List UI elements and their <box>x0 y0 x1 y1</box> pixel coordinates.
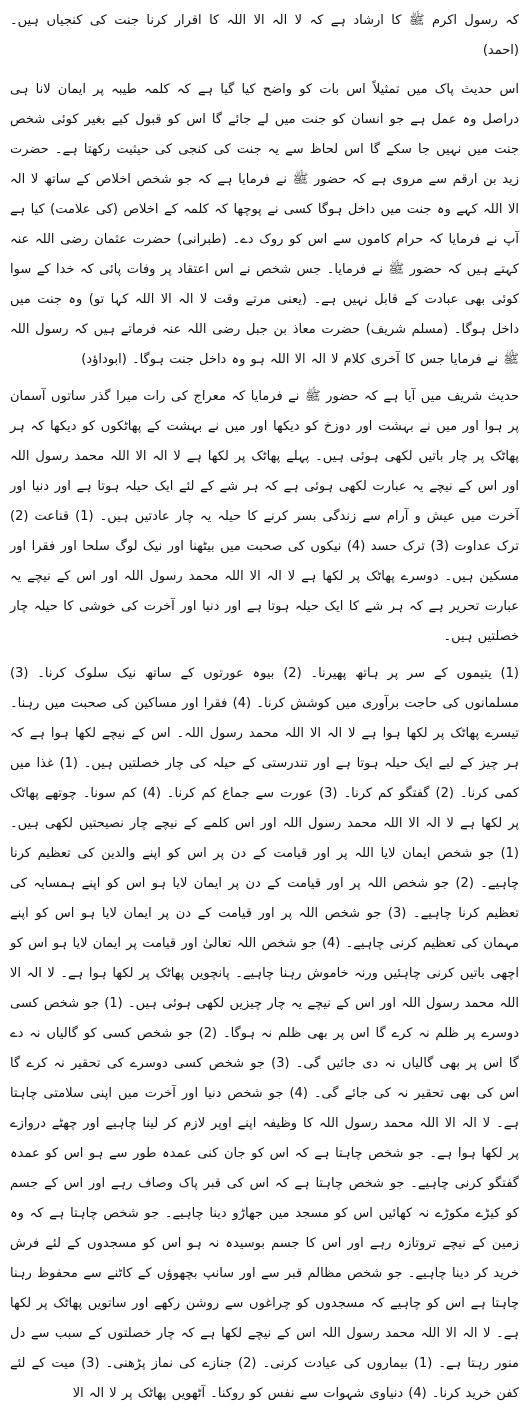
paragraph-kalima-explanation: اس حدیث پاک میں تمثیلاً اس بات کو واضح کیا گیا ہے کہ کلمہ طیبہ پر ایمان لانا ہی دراصل وہ عمل ہے جو انسان کو جنت میں لے جائے گا اس کو قبول کیے بغیر کوئی شخص جنت میں نہیں جا سکے گا اس لحاظ سے یہ جنت کی کنجی کی حیثیت رکھتا ہے۔ حضرت زید بن ارقم سے مروی ہے کہ حضور ﷺ نے فرمایا ہے کہ جو شخص اخلاص کے ساتھ لا الہ الا اللہ کہے وہ جنت میں داخل ہوگا کسی نے پوچھا کہ کلمہ کے اخلاص (کی علامت) کیا ہے آپ نے فرمایا کہ حرام کاموں سے اس کو روک دے۔ (طبرانی) حضرت عثمان رضی اللہ عنہ کہتے ہیں کہ حضور ﷺ نے فرمایا۔ جس شخص نے اس اعتقاد پر وفات پائی کہ خدا کے سوا کوئی بھی عبادت کے قابل نہیں ہے۔ (یعنی مرتے وقت لا الہ الا اللہ کہا تو) وہ جنت میں داخل ہوگا۔ (مسلم شریف) حضرت معاذ بن جبل رضی اللہ عنہ فرماتے ہیں کہ رسول اللہ ﷺ نے فرمایا جس کا آخری کلام لا الہ الا اللہ ہو وہ داخل جنت ہوگا۔ (ابوداؤد) <box>4 82 519 367</box>
paragraph-gate-virtues: (1) یتیموں کے سر پر ہاتھ پھیرنا۔ (2) بیوہ عورتوں کے ساتھ نیک سلوک کرنا۔ (3) مسلمانوں کی حاجت برآوری میں کوشش کرنا۔ (4) فقرا اور مساکین کی صحبت میں رہنا۔ تیسرے پھاٹک پر لکھا ہوا ہے لا الہ الا اللہ محمد رسول اللہ۔ اس کے نیچے لکھا ہوا ہے کہ ہر چیز کے لیے ایک حیلہ ہوتا ہے اور تندرستی کے حیلہ کی چار خصلتیں ہیں۔ (1) غذا میں کمی کرنا۔ (2) گفتگو کم کرنا۔ (3) عورت سے جماع کم کرنا۔ (4) کم سونا۔ چوتھے پھاٹک پر لکھا ہے لا الہ الا اللہ محمد رسول اللہ اور اس کلمے کے نیچے چار نصیحتیں لکھی ہیں۔ (1) جو شخص ایمان لایا اللہ پر اور قیامت کے دن پر اس کو اپنے والدین کی تعظیم کرنا چاہیے۔ (2) جو شخص اللہ پر اور قیامت کے دن پر ایمان لایا ہو اس کو اپنے ہمسایہ کی تعظیم کرنا چاہیے۔ (3) جو شخص اللہ پر اور قیامت کے دن پر ایمان لایا ہو اس کو اپنے مہمان کی تعظیم کرنی چاہیے۔ (4) جو شخص اللہ تعالیٰ اور قیامت پر ایمان لایا ہو اس کو اچھی باتیں کرنی چاہئیں ورنہ خاموش رہنا چاہیے۔ پانچویں پھاٹک پر لکھا ہوا ہے۔ لا الہ الا اللہ محمد رسول اللہ اور اس کے نیچے یہ چار چیزیں لکھی ہوئی ہیں۔ (1) جو شخص کسی دوسرے پر ظلم نہ کرے گا اس پر بھی ظلم نہ ہوگا۔ (2) جو شخص کسی کو گالیاں نہ دے گا اس پر بھی گالیاں نہ دی جائیں گی۔ (3) جو شخص کسی دوسرے کی تحقیر نہ کرے گا اس کی بھی تحقیر نہ کی جائے گی۔ (4) جو شخص دنیا اور آخرت میں اپنی سلامتی چاہتا ہے۔ لا الہ الا اللہ محمد رسول اللہ کا وظیفہ اپنے اوپر لازم کر لینا چاہیے اور چھٹے دروازے پر لکھا ہوا ہے۔ جو شخص چاہتا ہے کہ اس کو جان کنی عمدہ طور سے ہو اس کو عمدہ گفتگو کرنی چاہیے۔ جو شخص چاہتا ہے کہ اس کی قبر پاک وصاف رہے اور اس کے جسم کو کیڑے مکوڑے نہ کھائیں اس کو مسجد میں جھاڑو دینا چاہیے۔ جو شخص چاہتا ہے کہ وہ زمین کے نیچے تروتازہ رہے اور اس کا جسم بوسیدہ نہ ہو اس کو مسجدوں کے لئے فرش خرید کر دینا چاہیے۔ جو شخص مظالم قبر سے اور سانپ بچھوؤں کے کاٹنے سے محفوظ رہنا چاہتا ہے اس کو چاہیے کہ مسجدوں کو چراغوں سے روشن رکھے اور ساتویں پھاٹک پر لکھا ہے۔ لا الہ الا اللہ محمد رسول اللہ اس کے نیچے لکھا ہے کہ چار خصلتوں کے سبب سے دل منور رہتا ہے۔ (1) بیماروں کی عیادت کرنی۔ (2) جنازے کی نماز پڑھنی۔ (3) میت کے لئے کفن خرید کرنا۔ (4) دنیاوی شہوات سے نفس کو روکنا۔ آٹھویں پھاٹک پر لا الہ الا <box>4 666 520 1401</box>
paragraph-miraj-gates: حدیث شریف میں آیا ہے کہ حضور ﷺ نے فرمایا کہ معراج کی رات میرا گذر ساتوں آسمان پر ہوا اور میں نے بہشت اور دوزخ کو دیکھا اور میں نے بہشت کے پھاٹکوں کو دیکھا کہ ہر پھاٹک پر چار باتیں لکھی ہوئی ہیں۔ پہلے پھاٹک پر لکھا ہے لا الہ الا اللہ محمد رسول اللہ اور اس کے نیچے یہ عبارت لکھی ہوئی ہے کہ ہر شے کے لئے ایک حیلہ ہوتا ہے اور دنیا اور آخرت میں عیش و آرام سے زندگی بسر کرنے کا حیلہ یہ چار عادتیں ہیں۔ (1) قناعت (2) ترک عداوت (3) ترک حسد (4) نیکوں کی صحبت میں بیٹھنا اور نیک لوگ سلحا اور فقرا اور مسکین ہیں۔ دوسرے پھاٹک پر لکھا ہے لا الہ الا اللہ محمد رسول اللہ اور اس کے نیچے یہ عبارت تحریر ہے کہ ہر شے کا ایک حیلہ ہوتا ہے اور دنیا اور آخرت کی خوشی کا حیلہ چار خصلتیں ہیں۔ <box>4 389 519 644</box>
paragraph-hadith-keys: کہ رسول اکرم ﷺ کا ارشاد ہے کہ لا الہ الا اللہ کا اقرار کرنا جنت کی کنجیاں ہیں۔ (احمد) <box>4 13 519 58</box>
